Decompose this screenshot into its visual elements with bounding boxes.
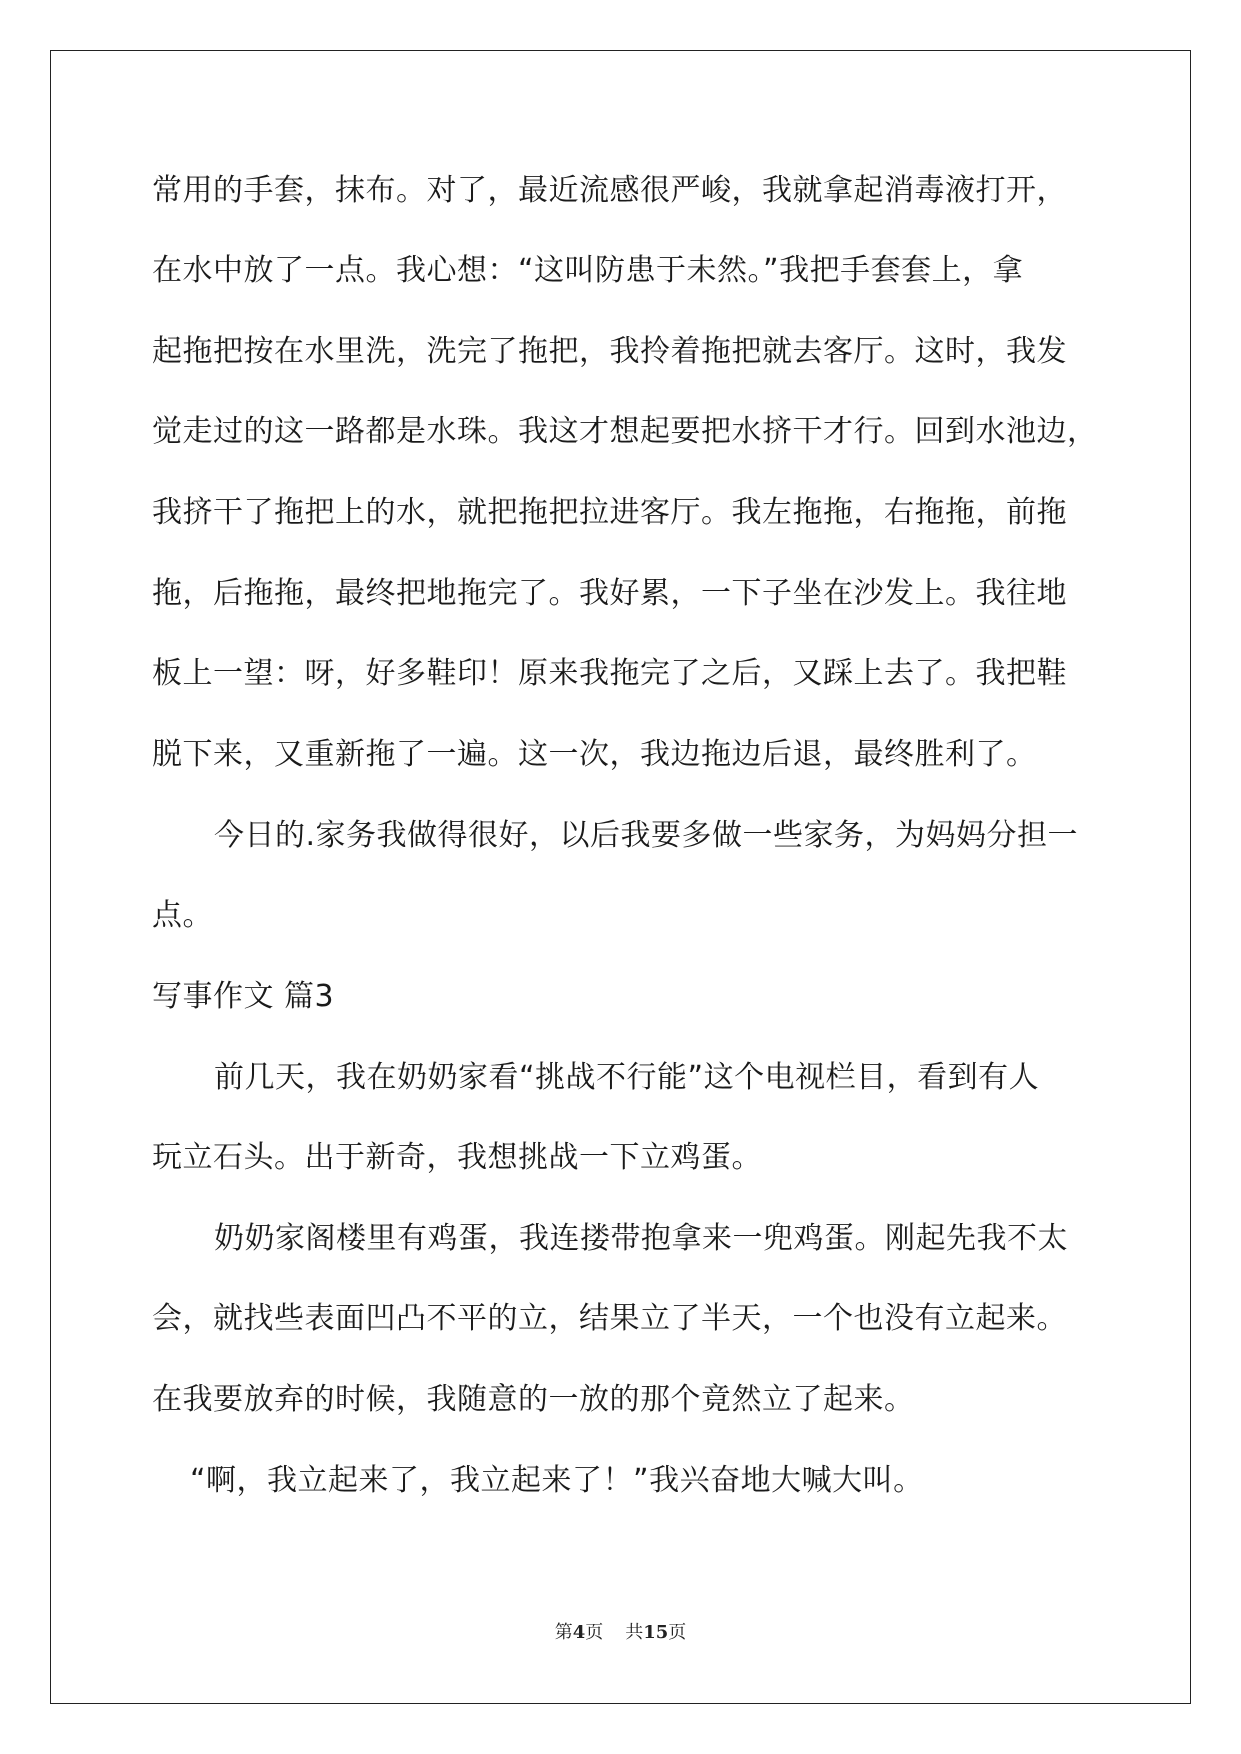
text-line: 我挤干了拖把上的水，就把拖把拉进客厅。我左拖拖，右拖拖，前拖	[152, 495, 1067, 530]
paragraph-first-line: “啊，我立起来了，我立起来了！”我兴奋地大喊大叫。	[190, 1463, 924, 1498]
paragraph-first-line: 奶奶家阁楼里有鸡蛋，我连搂带抱拿来一兜鸡蛋。刚起先我不太	[214, 1221, 1068, 1256]
text-line: 会，就找些表面凹凸不平的立，结果立了半天，一个也没有立起来。	[152, 1301, 1067, 1336]
section-heading: 写事作文 篇3	[152, 979, 335, 1014]
total-pages: 15	[643, 1622, 669, 1643]
text-line: 脱下来，又重新拖了一遍。这一次，我边拖边后退，最终胜利了。	[152, 737, 1037, 772]
text-line: 板上一望：呀，好多鞋印！原来我拖完了之后，又踩上去了。我把鞋	[152, 656, 1067, 691]
text-line: 在我要放弃的时候，我随意的一放的那个竟然立了起来。	[152, 1382, 915, 1417]
page-suffix: 页	[585, 1622, 604, 1643]
text-line: 点。	[152, 898, 213, 933]
page-number: 4	[572, 1622, 586, 1643]
page-frame	[50, 50, 1191, 1704]
total-suffix: 页	[668, 1622, 687, 1643]
text-line: 起拖把按在水里洗，洗完了拖把，我拎着拖把就去客厅。这时，我发	[152, 334, 1067, 369]
total-prefix: 共	[625, 1622, 644, 1643]
text-line: 常用的手套，抹布。对了，最近流感很严峻，我就拿起消毒液打开，	[152, 173, 1067, 208]
text-line: 玩立石头。出于新奇，我想挑战一下立鸡蛋。	[152, 1140, 762, 1175]
paragraph-first-line: 前几天，我在奶奶家看“挑战不行能”这个电视栏目，看到有人	[214, 1060, 1040, 1095]
paragraph-first-line: 今日的.家务我做得很好，以后我要多做一些家务，为妈妈分担一	[214, 818, 1079, 853]
text-line: 觉走过的这一路都是水珠。我这才想起要把水挤干才行。回到水池边，	[152, 414, 1098, 449]
text-line: 拖，后拖拖，最终把地拖完了。我好累，一下子坐在沙发上。我往地	[152, 576, 1067, 611]
text-line: 在水中放了一点。我心想：“这叫防患于未然。”我把手套套上，拿	[152, 253, 1024, 288]
page-footer	[0, 1622, 1241, 1644]
page-prefix: 第	[554, 1622, 573, 1643]
